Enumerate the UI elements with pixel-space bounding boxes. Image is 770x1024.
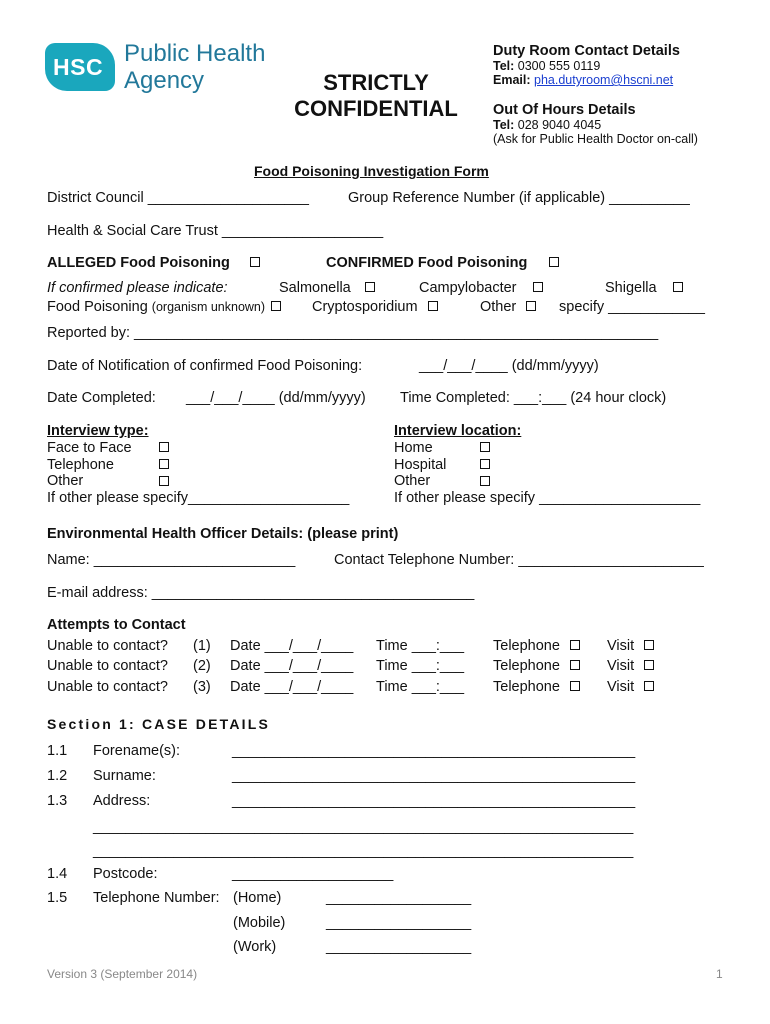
page-number: 1 bbox=[716, 967, 723, 981]
attempt-visit-option-label: Visit bbox=[607, 658, 635, 674]
logo-badge-text: HSC bbox=[53, 54, 104, 80]
postcode-label: Postcode: bbox=[93, 866, 158, 882]
address-line-2[interactable]: ___________________________________________________________________ bbox=[93, 819, 634, 835]
interview-location-title: Interview location: bbox=[394, 423, 522, 439]
duty-room-block bbox=[493, 43, 680, 87]
face-to-face-checkbox[interactable] bbox=[159, 442, 169, 452]
telephone-work-field[interactable]: __________________ bbox=[326, 939, 472, 955]
ooh-tel-label: Tel: bbox=[493, 118, 515, 132]
forename-label: Forename(s): bbox=[93, 743, 181, 759]
other-type-label: Other bbox=[47, 473, 84, 490]
section1-title: Section 1: CASE DETAILS bbox=[47, 716, 271, 732]
salmonella-option[interactable] bbox=[279, 280, 375, 296]
confidential-line1: STRICTLY bbox=[323, 70, 429, 95]
address-num: 1.3 bbox=[47, 793, 68, 809]
if-confirmed-label: If confirmed please indicate: bbox=[47, 280, 228, 296]
other-organism-option[interactable] bbox=[480, 299, 536, 315]
telephone-mobile-label: (Mobile) bbox=[233, 915, 286, 931]
attempts-title: Attempts to Contact bbox=[47, 617, 186, 633]
organism-unknown-label: (organism unknown) bbox=[151, 300, 266, 314]
attempt-number: (1) bbox=[193, 638, 211, 654]
campylobacter-option[interactable] bbox=[419, 280, 543, 296]
interview-location-block bbox=[394, 423, 700, 507]
confidential-heading bbox=[291, 70, 461, 122]
interview-type-face[interactable] bbox=[47, 440, 349, 457]
home-checkbox[interactable] bbox=[480, 442, 490, 452]
attempt-date-field[interactable]: Date ___/___/____ bbox=[230, 658, 354, 674]
ooh-title: Out Of Hours Details bbox=[493, 102, 636, 118]
duty-tel: 0300 555 0119 bbox=[517, 59, 601, 73]
other-type-checkbox[interactable] bbox=[159, 476, 169, 486]
group-reference-field[interactable]: Group Reference Number (if applicable) __________ bbox=[348, 190, 690, 206]
location-specify[interactable]: If other please specify ____________________ bbox=[394, 490, 701, 507]
attempt-telephone-option[interactable] bbox=[493, 658, 580, 674]
salmonella-label: Salmonella bbox=[279, 280, 351, 296]
cryptosporidium-option[interactable] bbox=[312, 299, 438, 315]
hospital-checkbox[interactable] bbox=[480, 459, 490, 469]
ooh-tel: 028 9040 4045 bbox=[517, 118, 602, 132]
address-label: Address: bbox=[93, 793, 151, 809]
telephone-work-label: (Work) bbox=[233, 939, 277, 955]
interview-type-block bbox=[47, 423, 349, 507]
form-title: Food Poisoning Investigation Form bbox=[254, 163, 489, 179]
duty-tel-label: Tel: bbox=[493, 59, 515, 73]
confirmed-label: CONFIRMED Food Poisoning bbox=[326, 255, 528, 271]
specify-field[interactable]: specify ____________ bbox=[559, 299, 705, 315]
attempt-telephone-checkbox[interactable] bbox=[570, 660, 580, 670]
attempt-label: Unable to contact? bbox=[47, 679, 168, 695]
hospital-label: Hospital bbox=[394, 456, 447, 473]
org-name-line1: Public Health bbox=[124, 40, 266, 67]
surname-num: 1.2 bbox=[47, 768, 68, 784]
interview-type-telephone[interactable] bbox=[47, 457, 349, 474]
date-completed-label: Date Completed: bbox=[47, 390, 156, 406]
postcode-num: 1.4 bbox=[47, 866, 68, 882]
campylobacter-label: Campylobacter bbox=[419, 280, 517, 296]
shigella-label: Shigella bbox=[605, 280, 657, 296]
home-label: Home bbox=[394, 439, 433, 456]
attempt-number: (2) bbox=[193, 658, 211, 674]
out-of-hours-block bbox=[493, 102, 698, 146]
attempt-visit-option[interactable] bbox=[607, 658, 654, 674]
confidential-line2: CONFIDENTIAL bbox=[294, 96, 458, 121]
attempt-time-field[interactable]: Time ___:___ bbox=[376, 638, 465, 654]
org-name bbox=[124, 40, 265, 94]
attempt-telephone-option[interactable] bbox=[493, 679, 580, 695]
attempt-telephone-option-label: Telephone bbox=[493, 638, 560, 654]
cryptosporidium-label: Cryptosporidium bbox=[312, 299, 418, 315]
salmonella-checkbox[interactable] bbox=[365, 282, 375, 292]
attempt-date-field[interactable]: Date ___/___/____ bbox=[230, 679, 354, 695]
duty-email-link[interactable]: pha.dutyroom@hscni.net bbox=[534, 73, 674, 87]
food-poisoning-label: Food Poisoning bbox=[47, 299, 148, 315]
attempt-time-field[interactable]: Time ___:___ bbox=[376, 679, 465, 695]
ooh-note: (Ask for Public Health Doctor on-call) bbox=[493, 132, 698, 146]
duty-email-label: Email: bbox=[493, 73, 531, 87]
location-home[interactable] bbox=[394, 440, 700, 457]
attempt-number: (3) bbox=[193, 679, 211, 695]
hsc-logo-badge bbox=[45, 43, 115, 91]
attempt-telephone-checkbox[interactable] bbox=[570, 640, 580, 650]
date-notification-label: Date of Notification of confirmed Food Poisoning: bbox=[47, 358, 363, 374]
reported-by-field[interactable]: Reported by: _________________________________________________________________ bbox=[47, 325, 659, 341]
confirmed-checkbox[interactable] bbox=[549, 257, 559, 267]
telephone-home-label: (Home) bbox=[233, 890, 282, 906]
telephone-home-field[interactable]: __________________ bbox=[326, 890, 472, 906]
interview-type-other[interactable] bbox=[47, 473, 349, 490]
address-line-3[interactable]: ___________________________________________________________________ bbox=[93, 843, 634, 859]
telephone-label: Telephone bbox=[47, 456, 114, 473]
other-location-label: Other bbox=[394, 473, 431, 490]
telephone-checkbox[interactable] bbox=[159, 459, 169, 469]
forename-num: 1.1 bbox=[47, 743, 68, 759]
interview-type-specify[interactable]: If other please specify____________________ bbox=[47, 490, 350, 507]
telephone-mobile-field[interactable]: __________________ bbox=[326, 915, 472, 931]
cryptosporidium-checkbox[interactable] bbox=[428, 301, 438, 311]
alleged-label: ALLEGED Food Poisoning bbox=[47, 255, 230, 271]
attempt-visit-option[interactable] bbox=[607, 679, 654, 695]
attempt-visit-checkbox[interactable] bbox=[644, 681, 654, 691]
location-other[interactable] bbox=[394, 473, 700, 490]
attempt-visit-checkbox[interactable] bbox=[644, 640, 654, 650]
eho-email-field[interactable]: E-mail address: ________________________________________ bbox=[47, 585, 475, 601]
shigella-checkbox[interactable] bbox=[673, 282, 683, 292]
other-location-checkbox[interactable] bbox=[480, 476, 490, 486]
attempt-label: Unable to contact? bbox=[47, 638, 168, 654]
trust-field[interactable]: Health & Social Care Trust ____________________ bbox=[47, 223, 384, 239]
face-to-face-label: Face to Face bbox=[47, 439, 132, 456]
version-footer: Version 3 (September 2014) bbox=[47, 967, 198, 981]
date-completed-field[interactable]: ___/___/____ (dd/mm/yyyy) bbox=[186, 390, 366, 406]
surname-label: Surname: bbox=[93, 768, 156, 784]
eho-title: Environmental Health Officer Details: (please print) bbox=[47, 526, 399, 542]
attempt-label: Unable to contact? bbox=[47, 658, 168, 674]
attempt-visit-option-label: Visit bbox=[607, 638, 635, 654]
attempt-time-field[interactable]: Time ___:___ bbox=[376, 658, 465, 674]
attempt-visit-checkbox[interactable] bbox=[644, 660, 654, 670]
attempt-telephone-option-label: Telephone bbox=[493, 658, 560, 674]
alleged-option[interactable] bbox=[47, 255, 260, 271]
food-poisoning-checkbox[interactable] bbox=[271, 301, 281, 311]
time-completed-field[interactable]: Time Completed: ___:___ (24 hour clock) bbox=[400, 390, 667, 406]
attempt-telephone-checkbox[interactable] bbox=[570, 681, 580, 691]
interview-type-title: Interview type: bbox=[47, 423, 149, 439]
address-field[interactable]: __________________________________________________ bbox=[232, 793, 636, 809]
other-organism-label: Other bbox=[480, 299, 517, 315]
duty-room-title: Duty Room Contact Details bbox=[493, 43, 680, 59]
org-name-line2: Agency bbox=[124, 67, 205, 94]
eho-name-field[interactable]: Name: _________________________ bbox=[47, 552, 296, 568]
forename-field[interactable]: __________________________________________________ bbox=[232, 743, 636, 759]
attempt-telephone-option[interactable] bbox=[493, 638, 580, 654]
telephone-num: 1.5 bbox=[47, 890, 68, 906]
postcode-field[interactable]: ____________________ bbox=[232, 866, 394, 882]
district-council-field[interactable]: District Council ____________________ bbox=[47, 190, 309, 206]
date-notification-field[interactable]: ___/___/____ (dd/mm/yyyy) bbox=[419, 358, 599, 374]
telephone-number-label: Telephone Number: bbox=[93, 890, 220, 906]
food-poisoning-option[interactable] bbox=[47, 299, 281, 315]
attempt-visit-option-label: Visit bbox=[607, 679, 635, 695]
campylobacter-checkbox[interactable] bbox=[533, 282, 543, 292]
other-organism-checkbox[interactable] bbox=[526, 301, 536, 311]
alleged-checkbox[interactable] bbox=[250, 257, 260, 267]
attempt-telephone-option-label: Telephone bbox=[493, 679, 560, 695]
surname-field[interactable]: __________________________________________________ bbox=[232, 768, 636, 784]
confirmed-option[interactable] bbox=[326, 255, 559, 271]
eho-phone-field[interactable]: Contact Telephone Number: _______________________ bbox=[334, 552, 704, 568]
attempt-date-field[interactable]: Date ___/___/____ bbox=[230, 638, 354, 654]
shigella-option[interactable] bbox=[605, 280, 683, 296]
attempt-visit-option[interactable] bbox=[607, 638, 654, 654]
location-hospital[interactable] bbox=[394, 457, 700, 474]
